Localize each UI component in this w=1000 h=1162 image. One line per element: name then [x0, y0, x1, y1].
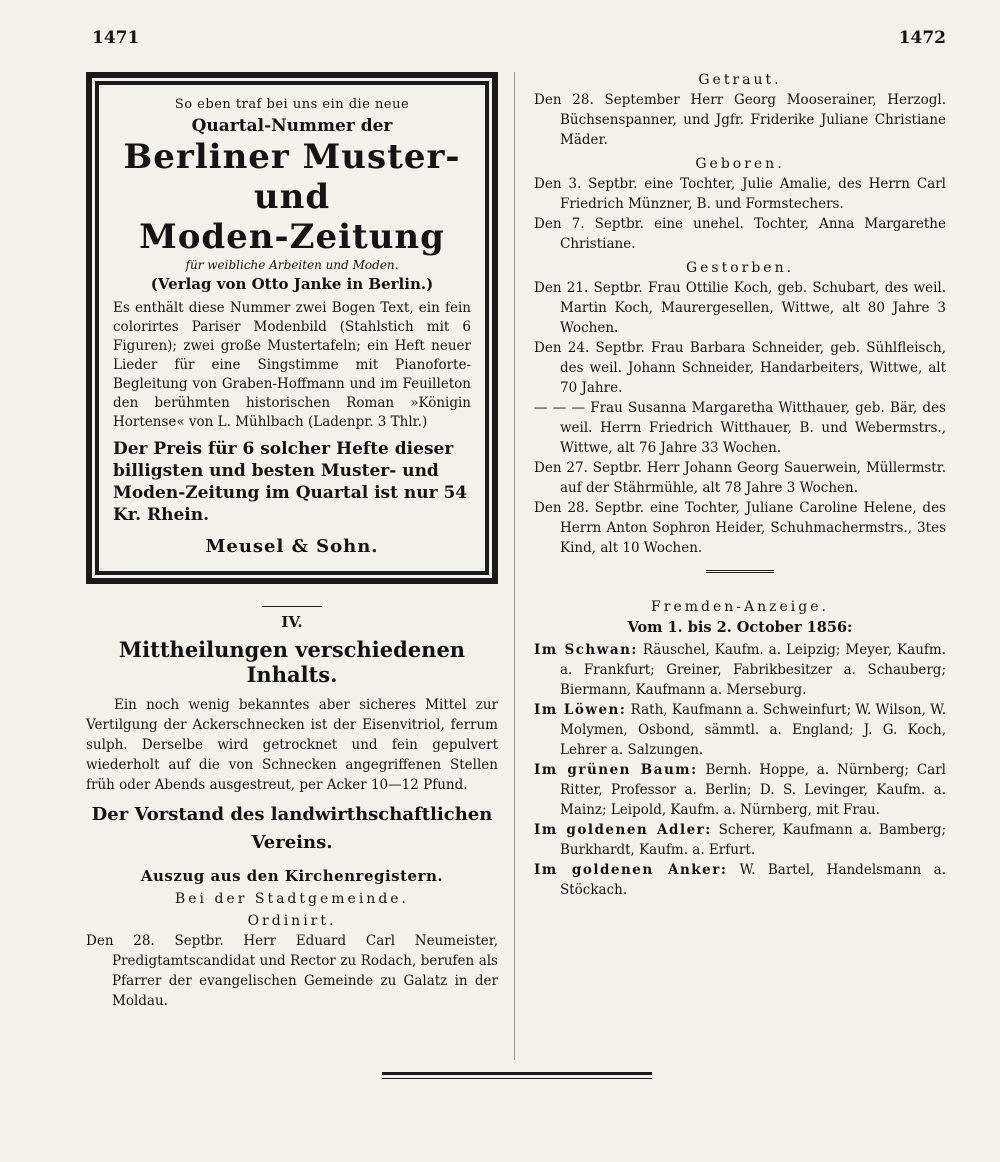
guest-list: Räuschel, Kaufm. a. Leipzig; Meyer, Kaufm. a. Frankfurt; Greiner, Fabrikbesitzer a. Schauberg; Biermann, Kaufmann a. Merseburg.	[560, 642, 946, 698]
guest-entry	[534, 640, 946, 700]
guest-list: Rath, Kaufmann a. Schweinfurt; W. Wilson, W. Molymen, Osbond, sämmtl. a. England; J. G. Koch, Lehrer a. Salzungen.	[560, 702, 946, 758]
ad-quartal: Quartal-Nummer der	[191, 116, 393, 136]
register-entry: Den 27. Septbr. Herr Johann Georg Sauerwein, Müllermstr. auf der Stährmühle, alt 78 Jahre 3 Wochen.	[534, 460, 946, 496]
ad-title-line-1: Berliner Muster- und	[123, 137, 461, 217]
notice-signature: Der Vorstand des landwirthschaftlichen Vereins.	[91, 804, 493, 853]
guest-entry	[534, 860, 946, 900]
register-entry: Den 24. Septbr. Frau Barbara Schneider, geb. Sühlfleisch, des weil. Johann Schneider, Handarbeiters, Wittwe, alt 70 Jahre.	[534, 340, 946, 396]
fremden-anzeige-date: Vom 1. bis 2. October 1856:	[627, 619, 853, 636]
ad-body: Es enthält diese Nummer zwei Bogen Text, ein fein colorirtes Pariser Modenbild (Stahlstich mit 6 Figuren); zwei große Mustertafeln; ein Heft neuer Lieder für eine Singstimme mit Pianoforte-Begleitung von Graben-Hoffmann und im Feuilleton den berühmten historischen Roman »Königin Hortense« von L. Mühlbach (Ladenpr. 3 Thlr.)	[113, 300, 471, 430]
ad-firm: Meusel & Sohn.	[205, 536, 379, 557]
inn-name: Im grünen Baum:	[534, 762, 698, 778]
ad-publisher: (Verlag von Otto Janke in Berlin.)	[150, 275, 434, 293]
guest-entry	[534, 760, 946, 820]
register-entry: Den 3. Septbr. eine Tochter, Julie Amalie, des Herrn Carl Friedrich Münzner, B. und Formstechers.	[534, 176, 946, 212]
church-register-heading: Auszug aus den Kirchenregistern.	[140, 867, 444, 885]
ad-price: Der Preis für 6 solcher Hefte dieser billigsten und besten Muster- und Moden-Zeitung im Quartal ist nur 54 Kr. Rhein.	[113, 439, 468, 525]
guest-entry	[534, 820, 946, 860]
inn-name: Im Löwen:	[534, 702, 627, 718]
section-title: Mittheilungen verschiedenen Inhalts.	[118, 637, 466, 687]
right-column	[534, 72, 946, 900]
page-number-left: 1471	[92, 28, 140, 48]
register-entry: Den 28. Septbr. eine Tochter, Juliane Caroline Helene, des Herrn Anton Sophron Heider, Schuhmachermstrs., 3tes Kind, alt 10 Wochen.	[534, 500, 946, 556]
section-divider	[262, 606, 322, 607]
advertisement-box	[86, 72, 498, 584]
register-entry: Den 28. Septbr. Herr Eduard Carl Neumeister, Predigtamtscandidat und Rector zu Rodach, berufen als Pfarrer der evangelischen Gemeinde zu Galatz in der Moldau.	[86, 933, 498, 1009]
page-end-rule	[382, 1072, 652, 1079]
column-divider	[514, 72, 515, 1060]
ad-subtitle: für weibliche Arbeiten und Moden.	[185, 258, 399, 272]
register-entry: Den 7. Septbr. eine unehel. Tochter, Anna Margarethe Christiane.	[534, 216, 946, 252]
guest-list: Scherer, Kaufmann a. Bamberg; Burkhardt, Kaufm. a. Erfurt.	[560, 822, 947, 858]
divider-rule	[706, 570, 774, 573]
register-entry: Den 21. Septbr. Frau Ottilie Koch, geb. Schubart, des weil. Martin Koch, Maurergesellen, Wittwe, alt 80 Jahre 3 Wochen.	[534, 280, 946, 336]
inn-name: Im goldenen Anker:	[534, 862, 728, 878]
register-entry: Den 28. September Herr Georg Mooserainer, Herzogl. Büchsenspanner, und Jgfr. Friderike Juliane Christiane Mäder.	[534, 92, 946, 148]
inn-name: Im goldenen Adler:	[534, 822, 712, 838]
ordinirt-heading: Ordinirt.	[247, 913, 337, 929]
getraut-heading: Getraut.	[698, 72, 782, 88]
section-number: IV.	[281, 613, 303, 631]
fremden-anzeige-title: Fremden-Anzeige.	[651, 599, 829, 615]
ad-intro: So eben traf bei uns ein die neue	[174, 97, 410, 112]
guest-list: W. Bartel, Handelsmann a. Stöckach.	[560, 862, 947, 898]
notice-paragraph: Ein noch wenig bekanntes aber sicheres Mittel zur Vertilgung der Ackerschnecken ist der Eisenvitriol, ferrum sulph. Derselbe wird getrocknet und fein gepulvert wiederholt auf die von Schnecken angegriffenen Stellen früh oder Abends ausgestreut, per Acker 10—12 Pfund.	[86, 697, 498, 793]
inn-name: Im Schwan:	[534, 642, 638, 658]
church-register-subheading: Bei der Stadtgemeinde.	[174, 891, 410, 907]
register-entry: — — — Frau Susanna Margaretha Witthauer, geb. Bär, des weil. Herrn Friedrich Witthauer, B. und Webermstrs., Wittwe, alt 76 Jahre 33 Wochen.	[534, 400, 946, 456]
left-column	[86, 72, 498, 1011]
guest-list: Bernh. Hoppe, a. Nürnberg; Carl Ritter, Professor a. Berlin; D. S. Levinger, Kaufm. a. Mainz; Leipold, Kaufm. a. Nürnberg, mit Frau.	[560, 762, 947, 818]
gestorben-heading: Gestorben.	[685, 260, 795, 276]
guest-entry	[534, 700, 946, 760]
page-number-right: 1472	[898, 28, 946, 48]
geboren-heading: Geboren.	[695, 156, 785, 172]
ad-title-line-2: Moden-Zeitung	[139, 217, 445, 257]
